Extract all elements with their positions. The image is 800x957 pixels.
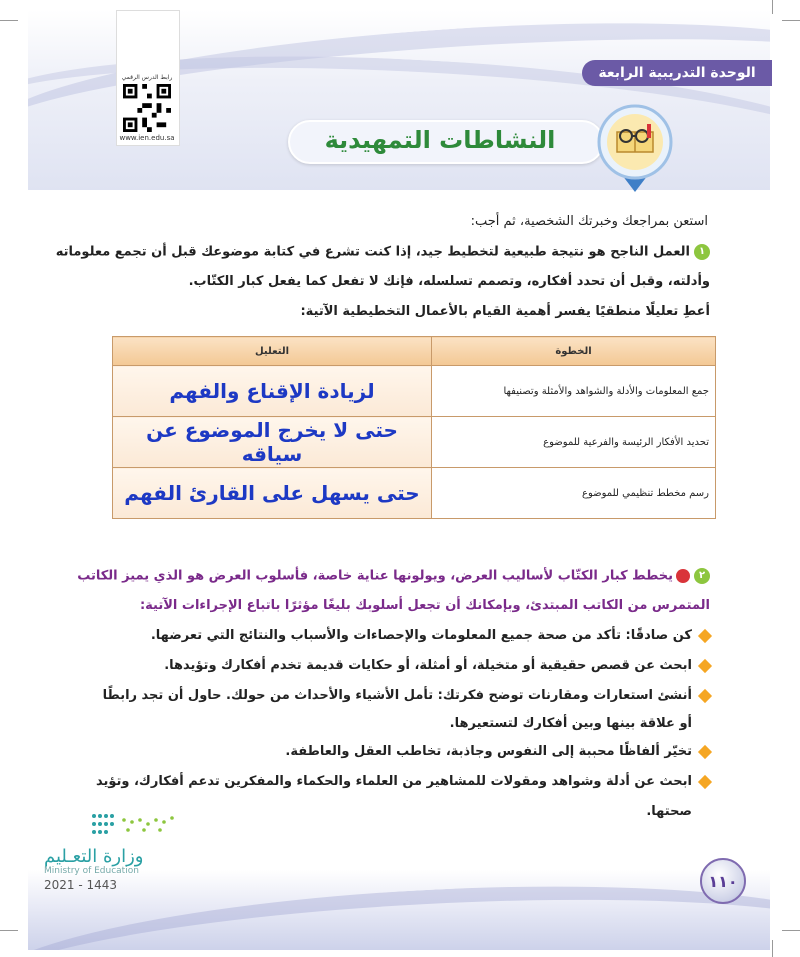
crop-mark [0,20,18,21]
vision-logo-icon [88,808,182,840]
question-2-text: يخطط كبار الكتّاب لأساليب العرض، ويولونها عناية خاصة، فأسلوب العرض هو الذي يميز الكاتب [77,568,673,584]
reason-cell[interactable]: لزيادة الإقناع والفهم [113,366,432,417]
step-cell: تحديد الأفكار الرئيسة والفرعية للموضوع [432,417,716,468]
question-2-line-1 [50,568,710,584]
list-item [70,688,710,703]
table-header-step: الخطوة [432,337,716,366]
question-1-instruction: أعطِ تعليلًا منطقيًا يفسر أهمية القيام بالأعمال التخطيطية الآتية: [300,304,710,319]
crop-mark [782,20,800,21]
crop-mark [772,940,773,957]
diamond-bullet-icon [698,628,712,642]
diamond-bullet-icon [698,658,712,672]
list-item-text: ابحث عن أدلة وشواهد ومقولات للمشاهير من العلماء والحكماء والمفكرين تدعم أفكارك، وتؤيد [95,774,692,789]
unit-label: الوحدة التدريبية الرابعة [582,60,772,86]
reason-cell[interactable]: حتى يسهل على القارئ الفهم [113,468,432,519]
crop-mark [772,0,773,14]
section-title: النشاطات التمهيدية [324,126,556,154]
list-item [70,744,710,759]
table-row [113,366,716,417]
diamond-bullet-icon [698,774,712,788]
step-cell: رسم مخطط تنظيمي للموضوع [432,468,716,519]
list-item-text: كن صادقًا: تأكد من صحة جميع المعلومات والإحصاءات والأسباب والنتائج التي تعرضها. [150,628,692,643]
question-1-line-1 [55,244,710,260]
reason-cell[interactable]: حتى لا يخرج الموضوع عن سياقه [113,417,432,468]
footer-band [28,870,770,950]
diamond-bullet-icon [698,744,712,758]
list-item-continuation: أو علاقة بينها وبين أفكارك لتستعيرها. [449,716,692,731]
table-header-reason: التعليل [113,337,432,366]
page-number-badge: ١١٠ [700,858,746,904]
ministry-year: 2021 - 1443 [44,878,118,892]
diamond-bullet-icon [698,688,712,702]
intro-text: استعن بمراجعك وخبرتك الشخصية، ثم أجب: [470,214,708,229]
crop-mark [0,930,18,931]
question-1-line-2: وأدلته، وقبل أن تحدد أفكاره، وتصمم تسلسله، فإنك لا تفعل كما يفعل كبار الكتّاب. [188,274,710,289]
ministry-name-en: Ministry of Education [44,866,139,876]
list-item-text: أنشئ استعارات ومقارنات توضح فكرتك: تأمل الأشياء والأحداث من حولك. حاول أن تجد رابطًا [102,688,692,703]
qr-url[interactable]: www.ien.edu.sa [119,134,175,142]
step-cell: جمع المعلومات والأدلة والشواهد والأمثلة وتصنيفها [432,366,716,417]
question-1-text: العمل الناجح هو نتيجة طبيعية لتخطيط جيد، إذا كنت تشرع في كتابة موضوعك قبل أن تجمع معلوماته [55,244,690,260]
list-item [70,774,710,789]
red-dot-icon [676,569,690,583]
book-glasses-icon [592,102,678,194]
crop-mark [782,930,800,931]
list-item-text: ابحث عن قصص حقيقية أو متخيلة، أو أمثلة، أو حكايات قديمة تخدم أفكارك وتؤيدها. [164,658,692,673]
table-row [113,468,716,519]
qr-label: رابط الدرس الرقمي [121,74,173,81]
list-item [70,628,710,643]
list-item-text: تخيّر ألفاظًا محببة إلى النفوس وجاذبة، تخاطب العقل والعاطفة. [285,744,692,759]
table-row [113,417,716,468]
ministry-name-ar: وزارة التعـليم [44,846,144,867]
question-number-badge: ٢ [694,568,710,584]
list-item [70,658,710,673]
planning-table [112,336,716,519]
qr-code-icon[interactable] [122,84,172,132]
list-item-continuation: صحتها. [646,804,692,819]
question-2-line-2: المتمرس من الكاتب المبتدئ، وبإمكانك أن تجعل أسلوبك بليغًا مؤثرًا باتباع الإجراءات الآتية: [139,598,710,613]
question-number-badge: ١ [694,244,710,260]
